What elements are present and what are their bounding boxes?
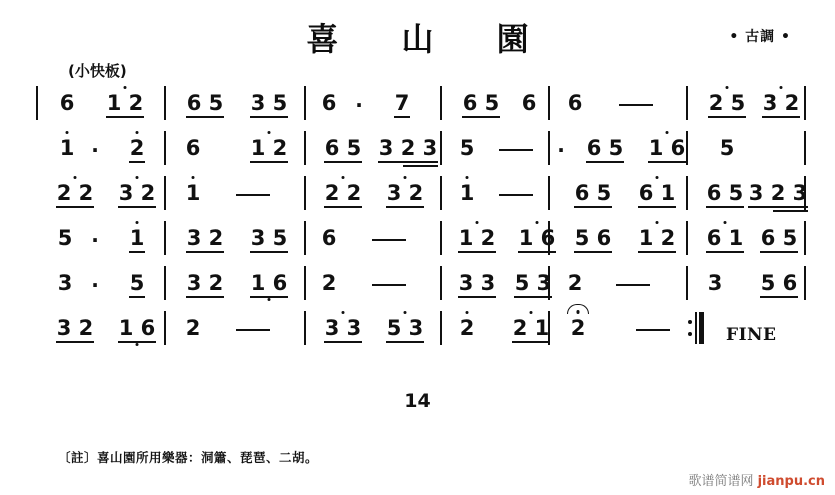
score-line-2 <box>36 127 806 172</box>
note-group: 1 6 <box>648 135 686 160</box>
note: 6 <box>321 90 337 115</box>
score-line-6 <box>36 307 806 352</box>
barline <box>686 266 688 300</box>
note-cell <box>314 127 372 172</box>
note-cell <box>314 307 372 352</box>
page-number: 14 <box>0 390 835 412</box>
score-line-1 <box>36 82 806 127</box>
note-cell <box>452 307 482 352</box>
note-group: 3 5 <box>250 225 288 250</box>
note-cell <box>240 127 298 172</box>
watermark: 歌谱简谱网 jianpu.cn <box>688 474 825 489</box>
note-cell <box>376 172 434 217</box>
barline <box>548 131 550 165</box>
note: 5 <box>129 270 145 295</box>
note-group: 1 2 <box>250 135 288 160</box>
note-group: 6 5 <box>462 90 500 115</box>
footnote-annotation: 〔註〕喜山園所用樂器：洞簫、琵琶、二胡。 <box>58 450 319 465</box>
note-cell <box>46 307 104 352</box>
note-group: 1 6 <box>250 270 288 295</box>
note: 6 <box>567 90 583 115</box>
note-cell <box>564 217 622 262</box>
sustain-dash <box>600 262 666 307</box>
note-group: 5 6 <box>574 225 612 250</box>
note-cell <box>240 82 298 127</box>
score-line-3 <box>36 172 806 217</box>
note-cell <box>576 127 634 172</box>
note: 2 <box>185 315 201 340</box>
barline <box>548 86 550 120</box>
barline <box>686 176 688 210</box>
note-group: 6 5 <box>186 90 224 115</box>
note-cell <box>514 82 544 127</box>
note-cell <box>750 262 808 307</box>
note-cell <box>50 127 84 172</box>
note-group: 3 2 3 <box>748 180 808 205</box>
note: 3 <box>707 270 723 295</box>
note: 7 <box>394 90 410 115</box>
barline <box>164 86 166 120</box>
note: 1 <box>59 135 75 160</box>
note-cell <box>712 127 742 172</box>
note-cell <box>314 217 344 262</box>
note-cell <box>698 82 756 127</box>
note-group: 2 5 <box>708 90 746 115</box>
note-group: 6 5 <box>574 180 612 205</box>
note-group: 6 5 <box>760 225 798 250</box>
note-cell <box>176 262 234 307</box>
note: 2 <box>129 135 145 160</box>
note-group: 3 2 <box>386 180 424 205</box>
note-cell <box>118 217 156 262</box>
note-cell <box>96 82 154 127</box>
sustain-dash <box>620 307 686 352</box>
sustain-dash <box>354 217 424 262</box>
note-cell <box>382 82 422 127</box>
barline <box>686 86 688 120</box>
barline <box>440 86 442 120</box>
note-group: 6 5 <box>586 135 624 160</box>
note-group: 5 3 <box>514 270 552 295</box>
score-body <box>36 82 806 352</box>
note-group: 3 2 <box>118 180 156 205</box>
sustain-dash <box>354 262 424 307</box>
note-group: 6 1 <box>706 225 744 250</box>
barline <box>440 266 442 300</box>
fine-label: FINE <box>726 325 777 345</box>
note-cell <box>560 262 590 307</box>
page-title: 喜 山 園 <box>306 20 555 58</box>
repeat-end-sign <box>688 312 704 344</box>
augmentation-dot: · <box>91 227 99 252</box>
note: 6 <box>521 90 537 115</box>
barline <box>304 311 306 345</box>
note: 1 <box>129 225 145 250</box>
note: 5 <box>719 135 735 160</box>
note-group: 2 1 <box>512 315 550 340</box>
note-group: 1 6 <box>118 315 156 340</box>
note-group: 3 2 <box>56 315 94 340</box>
sustain-dash <box>222 172 284 217</box>
note: 6 <box>59 90 75 115</box>
note: 3 <box>57 270 73 295</box>
note-cell <box>314 262 344 307</box>
note-cell <box>240 217 298 262</box>
note-cell <box>628 172 686 217</box>
note-cell <box>504 262 562 307</box>
note-cell <box>502 307 560 352</box>
augmentation-dot: · <box>91 272 99 297</box>
note-cell <box>118 262 156 307</box>
note-group: 1 2 <box>638 225 676 250</box>
barline <box>164 221 166 255</box>
note-cell <box>178 172 208 217</box>
note: 5 <box>57 225 73 250</box>
barline <box>440 221 442 255</box>
note-group: 3 5 <box>250 90 288 115</box>
barline <box>304 266 306 300</box>
note-cell <box>314 172 372 217</box>
note-group: 2 2 <box>324 180 362 205</box>
note-group: 3 2 <box>186 270 224 295</box>
note: 2 <box>567 270 583 295</box>
note-cell <box>452 82 510 127</box>
note-cell <box>700 262 730 307</box>
note-cell <box>108 307 166 352</box>
note-group: 1 2 <box>106 90 144 115</box>
sustain-dash <box>488 127 544 172</box>
barline <box>440 131 442 165</box>
note-group: 3 2 3 <box>378 135 438 160</box>
note-cell <box>508 217 566 262</box>
augmentation-dot: · <box>557 137 565 162</box>
mode-label: • 古調 • <box>729 29 791 45</box>
barline <box>304 176 306 210</box>
note: 1 <box>185 180 201 205</box>
note-group: 5 3 <box>386 315 424 340</box>
note-group: 2 2 <box>56 180 94 205</box>
note-cell <box>564 172 622 217</box>
note-cell <box>628 217 686 262</box>
note: 2 <box>321 270 337 295</box>
note-group: 5 6 <box>760 270 798 295</box>
note-cell <box>752 82 810 127</box>
note-cell <box>46 172 104 217</box>
note-cell <box>176 217 234 262</box>
sustain-dash <box>222 307 284 352</box>
barline <box>164 266 166 300</box>
barline <box>304 131 306 165</box>
note-group: 6 5 <box>706 180 744 205</box>
note-cell <box>48 262 82 307</box>
note-cell <box>50 82 84 127</box>
note-cell <box>176 82 234 127</box>
augmentation-dot: · <box>355 92 363 117</box>
note: 6 <box>321 225 337 250</box>
note-group: 1 2 <box>458 225 496 250</box>
note-cell <box>240 262 298 307</box>
barline <box>548 176 550 210</box>
note-cell <box>746 172 810 217</box>
score-line-5 <box>36 262 806 307</box>
note-cell <box>452 172 482 217</box>
note-cell <box>178 307 208 352</box>
note-group: 3 2 <box>762 90 800 115</box>
barline <box>440 176 442 210</box>
barline <box>304 221 306 255</box>
sustain-dash <box>606 82 666 127</box>
note-cell <box>638 127 696 172</box>
note-cell-fermata <box>560 307 596 352</box>
note-group: 3 3 <box>324 315 362 340</box>
note-cell <box>376 307 434 352</box>
barline <box>686 221 688 255</box>
barline <box>164 131 166 165</box>
note: 2 <box>570 315 586 340</box>
note-group: 3 3 <box>458 270 496 295</box>
note-group: 6 1 <box>638 180 676 205</box>
note-cell <box>560 82 590 127</box>
barline <box>440 311 442 345</box>
sustain-dash <box>488 172 544 217</box>
tempo-marking: (小快板) <box>68 62 127 80</box>
barline <box>36 86 38 120</box>
barline <box>804 131 806 165</box>
note-cell <box>376 127 440 172</box>
note-cell <box>108 172 166 217</box>
note-group: 1 6 <box>518 225 556 250</box>
score-line-4 <box>36 217 806 262</box>
note-cell <box>118 127 156 172</box>
note-cell <box>696 217 754 262</box>
note: 1 <box>459 180 475 205</box>
note: 2 <box>459 315 475 340</box>
note-cell <box>448 262 506 307</box>
note: 6 <box>185 135 201 160</box>
note-cell <box>178 127 208 172</box>
note: 5 <box>459 135 475 160</box>
note-cell <box>452 127 482 172</box>
barline <box>304 86 306 120</box>
note-cell <box>314 82 344 127</box>
note-group: 6 5 <box>324 135 362 160</box>
note-cell <box>48 217 82 262</box>
note-cell <box>448 217 506 262</box>
note-group: 3 2 <box>186 225 224 250</box>
note-cell <box>750 217 808 262</box>
augmentation-dot: · <box>91 137 99 162</box>
